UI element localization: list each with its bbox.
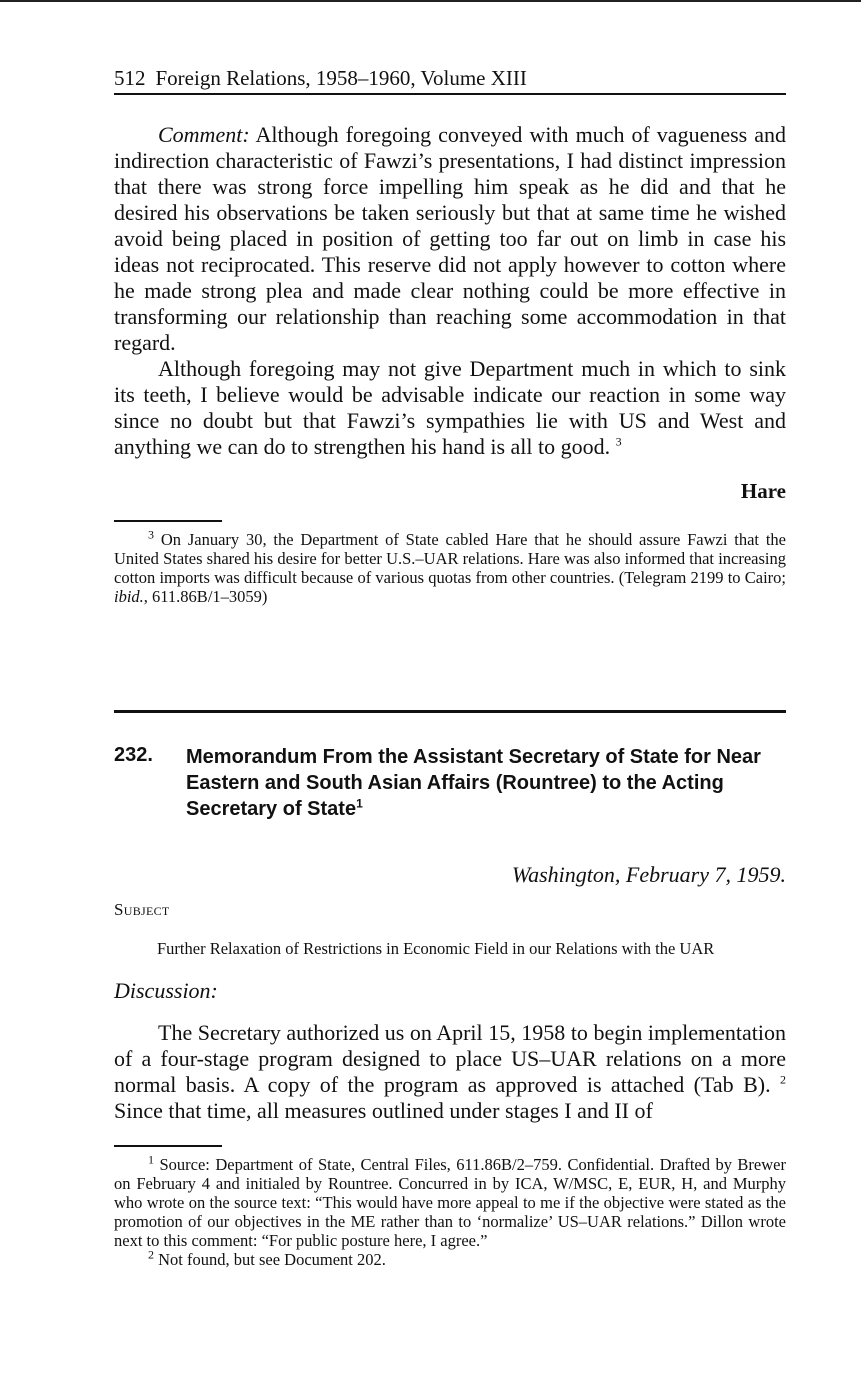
footnote-rule-bottom bbox=[114, 1145, 222, 1147]
footnote-ref-3: 3 bbox=[615, 434, 622, 449]
comment-lead: Comment: bbox=[158, 122, 250, 147]
footnote-2-marker: 2 bbox=[148, 1247, 154, 1262]
footnote-1-text: Source: Department of State, Central Files, 611.86B/2–759. Confidential. Drafted by Brewer on February 4 and initialed by Rountree. Concurred in by ICA, W/MSC, E, EUR, H, and Murphy who wrote on the source text: “This would have more appeal to me if the objective were stated as the promotion of our objectives in the ME rather than to ‘normalize’ US–UAR relations.” Dillon wrote next to this comment: “For public posture here, I agree.” bbox=[114, 1155, 786, 1250]
discussion-label: Discussion: bbox=[114, 978, 218, 1003]
footnote-2-text: Not found, but see Document 202. bbox=[154, 1250, 386, 1269]
document-number: 232. bbox=[114, 744, 153, 766]
footnote-ref-1: 1 bbox=[356, 796, 363, 811]
comment-text: Although foregoing conveyed with much of vagueness and indirection characteristic of Fawzi’s presentations, I had distinct impression that there was strong force impelling him speak as he did and that he desired his observations be taken seriously but that at same time he wished avoid being placed in position of getting too far out on limb in case his ideas not reciprocated. This reserve did not apply however to cotton where he made strong plea and made clear nothing could be more effective in transforming our relationship than reaching some accommodation in that regard. bbox=[114, 122, 786, 355]
footnote-3 bbox=[114, 527, 786, 606]
place-date: Washington, February 7, 1959. bbox=[511, 862, 786, 887]
footnote-block-top bbox=[114, 527, 786, 606]
discussion-text-2: Since that time, all measures outlined under stages I and II of bbox=[114, 1098, 653, 1123]
subject-text: Further Relaxation of Restrictions in Economic Field in our Relations with the UAR bbox=[157, 939, 715, 958]
footnote-3-ibid: ibid. bbox=[114, 587, 144, 606]
footnote-1-marker: 1 bbox=[148, 1152, 154, 1167]
second-paragraph bbox=[114, 356, 786, 460]
footnote-3-marker: 3 bbox=[148, 527, 154, 542]
footnote-3-text-before: On January 30, the Department of State cabled Hare that he should assure Fawzi that the United States shared his desire for better U.S.–UAR relations. Hare was also informed that increasing cotton imports was difficult because of various quotas from other countries. (Telegram 2199 to Cairo; bbox=[114, 530, 786, 587]
document-title-text: Memorandum From the Assistant Secretary of State for Near Eastern and South Asian Affairs (Rountree) to the Acting Secretary of State bbox=[186, 746, 761, 820]
signature: Hare bbox=[740, 479, 786, 503]
second-paragraph-text: Although foregoing may not give Department much in which to sink its teeth, I believe would be advisable indicate our reaction in some way since no doubt but that Fawzi’s sympathies lie with US and West and anything we can do to strengthen his hand is all to good. bbox=[114, 356, 786, 459]
footnote-1 bbox=[114, 1152, 786, 1250]
document-separator-rule bbox=[114, 710, 786, 713]
page-top-edge bbox=[0, 0, 861, 2]
page-number: 512 bbox=[114, 66, 146, 90]
footnote-2 bbox=[114, 1247, 786, 1269]
footnote-3-text-after: , 611.86B/1–3059) bbox=[143, 587, 268, 606]
discussion-body bbox=[114, 1020, 786, 1124]
comment-paragraph bbox=[114, 122, 786, 356]
telegram-body bbox=[114, 122, 786, 460]
footnote-rule-top bbox=[114, 520, 222, 522]
discussion-paragraph bbox=[114, 1020, 786, 1124]
running-title: Foreign Relations, 1958–1960, Volume XIII bbox=[155, 66, 527, 90]
subject-label: Subject bbox=[114, 900, 170, 919]
discussion-text-1: The Secretary authorized us on April 15, 1958 to begin implementation of a four-stage program designed to place US–UAR relations on a more normal basis. A copy of the program as approved is attached (Tab B). bbox=[114, 1020, 786, 1097]
footnote-ref-2: 2 bbox=[780, 1072, 787, 1087]
running-header bbox=[114, 64, 786, 95]
footnote-block-bottom bbox=[114, 1152, 786, 1269]
document-title bbox=[186, 744, 786, 822]
